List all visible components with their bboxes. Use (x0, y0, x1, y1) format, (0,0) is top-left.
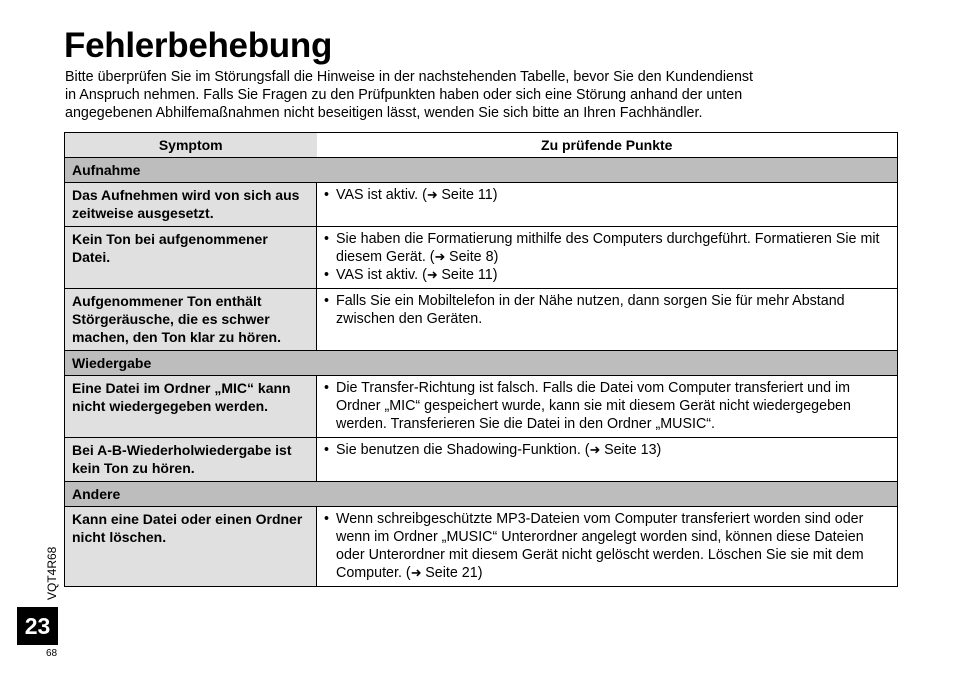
check-point-item (322, 292, 891, 328)
page-reference: Seite 13 (604, 442, 657, 458)
intro-paragraph (65, 68, 855, 122)
page-reference-close: ) (492, 267, 498, 283)
check-points-cell (317, 227, 898, 289)
check-points-cell (317, 507, 898, 587)
page-reference-close: ) (492, 187, 498, 203)
bullet-icon: • (324, 511, 330, 527)
check-points-list (322, 510, 891, 582)
section-row (65, 158, 898, 183)
intro-line: in Anspruch nehmen. Falls Sie Fragen zu den Prüfpunkten haben oder sich eine Störung anhand der unten (65, 87, 743, 103)
page-number-small: 68 (46, 648, 58, 659)
troubleshooting-table (64, 132, 898, 587)
symptom-cell: Kein Ton bei aufgenommener Datei. (65, 227, 317, 289)
arrow-right-icon: ➜ (426, 187, 442, 202)
section-heading: Andere (65, 482, 898, 507)
page-reference: Seite 11 (441, 187, 493, 203)
check-point-item (322, 441, 891, 459)
section-row (65, 351, 898, 376)
check-points-cell (317, 438, 898, 482)
intro-line: Bitte überprüfen Sie im Störungsfall die Hinweise in der nachstehenden Tabelle, bevor Sie den Kundendienst (65, 69, 754, 85)
check-points-cell (317, 289, 898, 351)
check-point-text: VAS ist aktiv. ( (336, 267, 427, 283)
check-point-item (322, 230, 891, 266)
check-point-item (322, 266, 891, 284)
check-points-list (322, 441, 891, 459)
model-code: VQT4R68 (45, 546, 59, 600)
check-point-item (322, 510, 891, 582)
check-point-text: Sie benutzen die Shadowing-Funktion. ( (336, 442, 590, 458)
table-row (65, 183, 898, 227)
header-symptom: Symptom (65, 133, 317, 158)
arrow-right-icon: ➜ (589, 442, 605, 457)
bullet-icon: • (324, 442, 330, 458)
table-row (65, 289, 898, 351)
table-row (65, 438, 898, 482)
bullet-icon: • (324, 187, 330, 203)
page-reference-close: ) (493, 249, 499, 265)
check-point-text: Die Transfer-Richtung ist falsch. Falls die Datei vom Computer transferiert und im Ordner „MIC“ gespeichert wurde, kann sie mit diesem Gerät nicht wiedergegeben werden. Transferieren Sie die Datei in den Ordner „MUSIC“. (336, 380, 851, 432)
check-point-text: Wenn schreibgeschützte MP3-Dateien vom Computer transferiert worden sind oder wenn im Ordner „MUSIC“ Unterordner angelegt worden sind, können diese Dateien oder Unterordner mit diesem Gerät nicht gelöscht werden. Löschen Sie sie mit dem Computer. ( (336, 511, 864, 581)
bullet-icon: • (324, 293, 330, 309)
section-heading: Wiedergabe (65, 351, 898, 376)
bullet-icon: • (324, 380, 330, 396)
bullet-icon: • (324, 231, 330, 247)
section-row (65, 482, 898, 507)
check-points-cell (317, 376, 898, 438)
symptom-cell: Aufgenommener Ton enthält Störgeräusche, die es schwer machen, den Ton klar zu hören. (65, 289, 317, 351)
page-reference: Seite 8 (449, 249, 494, 265)
bullet-icon: • (324, 267, 330, 283)
page-title: Fehlerbehebung (64, 26, 333, 65)
check-point-text: VAS ist aktiv. ( (336, 187, 427, 203)
symptom-cell: Kann eine Datei oder einen Ordner nicht löschen. (65, 507, 317, 587)
intro-line: angegebenen Abhilfemaßnahmen nicht beseitigen lässt, wenden Sie sich bitte an Ihren Fachhändler. (65, 105, 703, 121)
symptom-cell: Bei A-B-Wiederholwiedergabe ist kein Ton zu hören. (65, 438, 317, 482)
symptom-cell: Eine Datei im Ordner „MIC“ kann nicht wiedergegeben werden. (65, 376, 317, 438)
check-points-list (322, 292, 891, 328)
check-points-list (322, 230, 891, 284)
arrow-right-icon: ➜ (434, 249, 450, 264)
page-reference: Seite 11 (441, 267, 493, 283)
arrow-right-icon: ➜ (426, 267, 442, 282)
check-point-item (322, 186, 891, 204)
page-reference: Seite 21 (425, 565, 478, 581)
table-row (65, 507, 898, 587)
page-reference-close: ) (477, 565, 483, 581)
page-reference-close: ) (656, 442, 662, 458)
check-point-item (322, 379, 891, 433)
check-points-cell (317, 183, 898, 227)
check-points-list (322, 186, 891, 204)
symptom-cell: Das Aufnehmen wird von sich aus zeitweise ausgesetzt. (65, 183, 317, 227)
check-points-list (322, 379, 891, 433)
section-heading: Aufnahme (65, 158, 898, 183)
check-point-text: Falls Sie ein Mobiltelefon in der Nähe nutzen, dann sorgen Sie für mehr Abstand zwischen den Geräten. (336, 293, 845, 327)
header-check-points: Zu prüfende Punkte (317, 133, 898, 158)
table-body (65, 158, 898, 587)
table-row (65, 227, 898, 289)
table-header-row (65, 133, 898, 158)
check-point-text: Sie haben die Formatierung mithilfe des Computers durchgeführt. Formatieren Sie mit diesem Gerät. ( (336, 231, 880, 265)
table-row (65, 376, 898, 438)
arrow-right-icon: ➜ (410, 565, 426, 580)
page-number: 23 (17, 607, 58, 645)
